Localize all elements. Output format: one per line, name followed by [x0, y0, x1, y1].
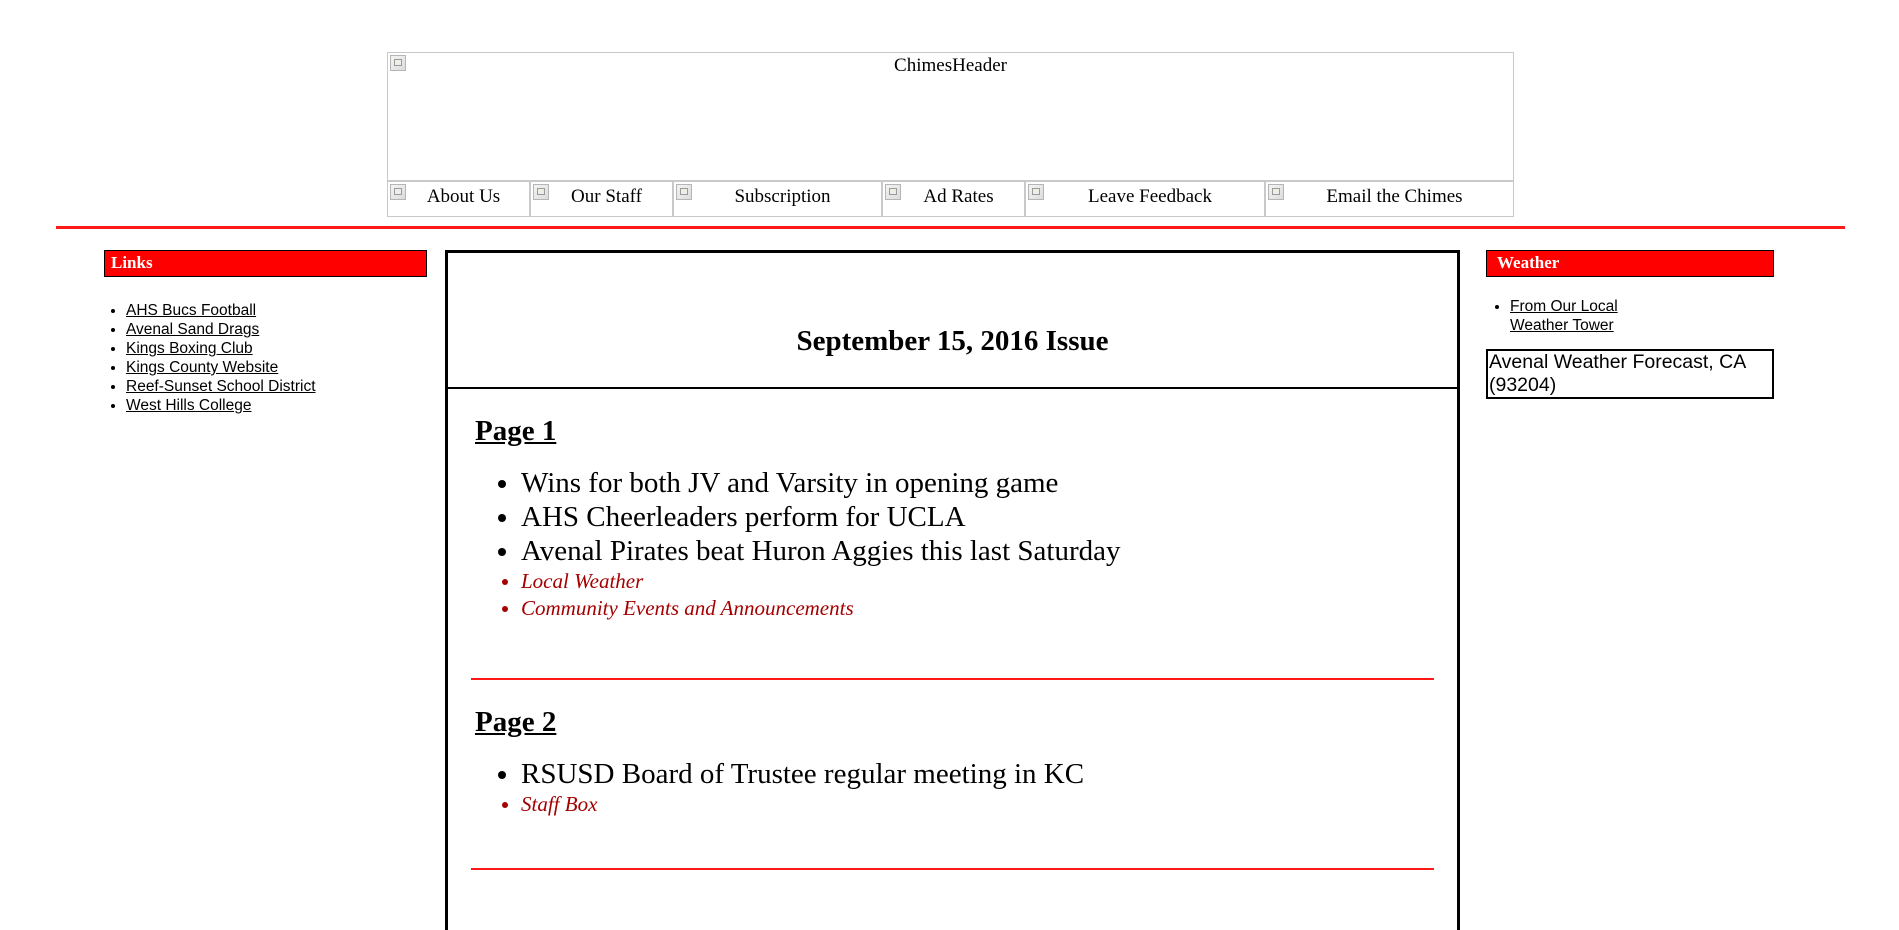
nav-label: Our Staff: [571, 186, 642, 207]
nav-label: Ad Rates: [923, 186, 994, 207]
nav-label: Leave Feedback: [1088, 186, 1212, 207]
broken-image-icon: [885, 184, 901, 200]
list-item: [126, 301, 427, 320]
feature-item[interactable]: • Community Events and Announcements: [521, 595, 1434, 622]
links-title: Links: [104, 250, 427, 277]
story-item: • Avenal Pirates beat Huron Aggies this last Saturday: [521, 534, 1434, 568]
weather-link-line2: Weather Tower: [1510, 317, 1614, 334]
list-item: [126, 339, 427, 358]
links-list: [104, 301, 427, 415]
weather-sidebar: [1486, 250, 1774, 399]
page-divider: [471, 868, 1434, 870]
list-item: [126, 377, 427, 396]
broken-image-icon: [1028, 184, 1044, 200]
broken-image-icon: [390, 55, 406, 71]
broken-image-icon: [533, 184, 549, 200]
broken-image-icon: [1268, 184, 1284, 200]
page-1-section: [448, 415, 1457, 680]
story-item: • RSUSD Board of Trustee regular meeting in KC: [521, 757, 1434, 791]
story-item: • AHS Cheerleaders perform for UCLA: [521, 500, 1434, 534]
chimes-header-image: [387, 52, 1514, 181]
feature-item[interactable]: • Local Weather: [521, 568, 1434, 595]
broken-image-icon: [676, 184, 692, 200]
issue-title: September 15, 2016 Issue: [796, 325, 1109, 357]
feature-item[interactable]: • Staff Box: [521, 791, 1434, 818]
weather-list: [1486, 297, 1774, 335]
issue-content: [445, 250, 1460, 930]
list-item: [126, 396, 427, 415]
header-divider: [56, 226, 1845, 229]
nav-email-the-chimes[interactable]: [1265, 181, 1514, 217]
header-image-alt: ChimesHeader: [894, 55, 1007, 76]
weather-link-line1: From Our Local: [1510, 298, 1618, 315]
page-2-heading[interactable]: Page 2: [475, 706, 557, 738]
weather-forecast-widget[interactable]: Avenal Weather Forecast, CA (93204): [1486, 349, 1774, 399]
link-ahs-bucs-football[interactable]: AHS Bucs Football: [126, 302, 257, 319]
page-2-stories: [471, 757, 1434, 818]
link-avenal-sand-drags[interactable]: Avenal Sand Drags: [126, 321, 260, 338]
site-header: [387, 52, 1514, 217]
story-item: • Wins for both JV and Varsity in opening game: [521, 466, 1434, 500]
page-1-heading[interactable]: Page 1: [475, 415, 557, 447]
list-item: [1510, 297, 1774, 335]
page-1-stories: [471, 466, 1434, 622]
list-item: [126, 320, 427, 339]
nav-our-staff[interactable]: [530, 181, 673, 217]
nav-leave-feedback[interactable]: [1025, 181, 1265, 217]
issue-header: [448, 253, 1457, 389]
list-item: [126, 358, 427, 377]
local-weather-tower-link[interactable]: [1510, 298, 1618, 334]
broken-image-icon: [390, 184, 406, 200]
nav-label: Email the Chimes: [1326, 186, 1463, 207]
link-kings-boxing-club[interactable]: Kings Boxing Club: [126, 340, 253, 357]
link-west-hills-college[interactable]: West Hills College: [126, 397, 252, 414]
page-2-section: [448, 706, 1457, 870]
nav-label: Subscription: [734, 186, 831, 207]
links-sidebar: [104, 250, 427, 415]
link-reef-sunset-school-district[interactable]: Reef-Sunset School District: [126, 378, 316, 395]
page-divider: [471, 678, 1434, 680]
link-kings-county-website[interactable]: Kings County Website: [126, 359, 279, 376]
nav-about-us[interactable]: [387, 181, 530, 217]
nav-label: About Us: [426, 186, 501, 207]
nav-ad-rates[interactable]: [882, 181, 1025, 217]
nav-subscription[interactable]: [673, 181, 882, 217]
top-nav: [387, 181, 1514, 217]
weather-title: Weather: [1486, 250, 1774, 277]
